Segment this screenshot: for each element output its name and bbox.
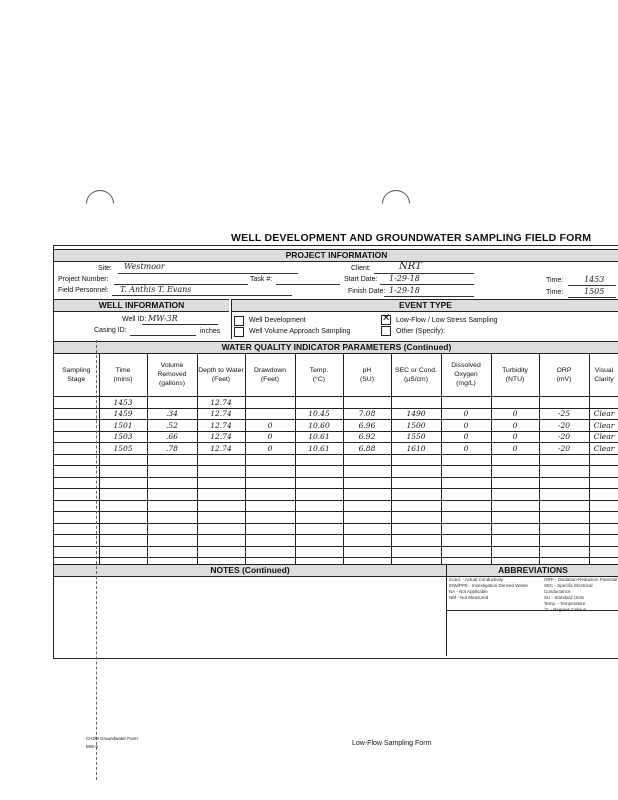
table-cell[interactable] [147,489,197,501]
column-name: Visual [594,366,614,374]
column-name: Time [115,366,131,374]
table-cell[interactable]: 0 [441,443,491,455]
table-cell[interactable] [245,535,295,547]
table-cell[interactable] [197,466,245,478]
column-unit: (Feet) [211,375,231,383]
table-cell[interactable] [539,546,589,558]
table-cell[interactable] [491,500,539,512]
table-cell[interactable] [391,512,441,524]
table-cell[interactable] [539,500,589,512]
abbreviations-left [449,577,528,601]
table-cell[interactable]: 10.60 [295,420,343,432]
table-cell[interactable] [539,454,589,466]
table-cell[interactable]: 10.61 [295,431,343,443]
table-row [54,420,618,432]
table-cell[interactable] [343,477,391,489]
column-header [99,353,147,397]
column-header [343,353,391,397]
table-cell[interactable]: 12.74 [197,431,245,443]
table-cell[interactable]: 0 [245,420,295,432]
column-header [147,353,197,397]
table-cell[interactable] [589,477,618,489]
column-header [245,353,295,397]
table-cell[interactable] [391,397,441,409]
table-row [54,500,618,512]
column-header [589,353,618,397]
table-cell[interactable] [54,408,99,420]
column-name: Drawdown [253,366,287,374]
table-cell[interactable]: 1501 [99,420,147,432]
table-cell[interactable]: 0 [491,420,539,432]
finish-time-value[interactable]: 1505 [584,287,605,296]
table-cell[interactable] [54,420,99,432]
casing-id-label: Casing ID: [94,327,127,334]
column-unit: (NTU) [505,375,525,383]
project-info-header: PROJECT INFORMATION [54,249,618,262]
table-row [54,546,618,558]
start-date-label: Start Date: [344,276,378,283]
table-cell[interactable] [391,523,441,535]
table-cell[interactable] [343,512,391,524]
table-cell[interactable] [99,523,147,535]
table-cell[interactable] [491,466,539,478]
table-cell[interactable] [589,535,618,547]
abbreviation-item: SU - Standard Units [544,595,585,600]
table-cell[interactable] [197,477,245,489]
table-row [54,466,618,478]
table-cell[interactable] [245,477,295,489]
table-cell[interactable] [589,454,618,466]
table-cell[interactable]: 1490 [391,408,441,420]
table-cell[interactable] [491,512,539,524]
table-cell[interactable]: .34 [147,408,197,420]
field-personnel-line [112,295,292,296]
other-label: Other (Specify): [396,328,446,335]
form-title: WELL DEVELOPMENT AND GROUNDWATER SAMPLING FIELD FORM [231,232,592,244]
table-cell[interactable] [343,397,391,409]
table-cell[interactable] [99,477,147,489]
field-form [53,245,618,659]
table-cell[interactable]: 1610 [391,443,441,455]
table-cell[interactable] [245,397,295,409]
casing-id-unit: inches [200,328,221,335]
table-cell[interactable] [245,408,295,420]
table-cell[interactable] [54,512,99,524]
footer-left-line1: CH2M Groundwater Form [86,736,138,741]
table-cell[interactable]: 6.88 [343,443,391,455]
table-cell[interactable]: 1453 [99,397,147,409]
table-cell[interactable] [343,535,391,547]
table-cell[interactable] [197,535,245,547]
table-cell[interactable] [295,397,343,409]
table-row [54,443,618,455]
column-name: Temp. [309,366,329,374]
table-cell[interactable] [491,454,539,466]
column-unit: (°C) [312,375,326,383]
table-cell[interactable] [441,546,491,558]
table-cell[interactable] [589,397,618,409]
table-cell[interactable] [295,500,343,512]
table-row [54,477,618,489]
table-cell[interactable] [99,546,147,558]
column-unit: (gallons) [158,380,186,387]
start-time-value[interactable]: 1453 [584,275,605,284]
column-unit: (mins) [113,375,133,383]
table-cell[interactable] [245,512,295,524]
table-cell[interactable] [491,535,539,547]
abbreviation-item: ORP - Oxidation-Reduction Potential [544,577,618,582]
table-cell[interactable]: 0 [491,431,539,443]
table-cell[interactable]: 10.61 [295,443,343,455]
table-cell[interactable] [539,512,589,524]
table-cell[interactable]: 1500 [391,420,441,432]
table-cell[interactable] [391,477,441,489]
well-development-label: Well Development [249,317,306,324]
table-cell[interactable]: Clear [589,443,618,455]
table-cell[interactable] [589,512,618,524]
table-cell[interactable] [343,546,391,558]
column-name: ORP [556,366,572,374]
water-quality-header: WATER QUALITY INDICATOR PARAMETERS (Continued) [54,341,618,354]
notes-header: NOTES (Continued) [54,564,446,577]
column-name: Volume Removed [157,362,187,378]
table-cell[interactable] [295,454,343,466]
footer-title: Low-Flow Sampling Form [352,740,432,747]
table-cell[interactable] [539,397,589,409]
table-cell[interactable] [343,489,391,501]
table-cell[interactable]: .52 [147,420,197,432]
punch-hole-right [382,190,410,217]
table-cell[interactable] [197,489,245,501]
table-row [54,397,618,409]
table-cell[interactable]: 6.92 [343,431,391,443]
table-cell[interactable] [589,466,618,478]
table-cell[interactable]: 0 [245,443,295,455]
table-cell[interactable] [295,535,343,547]
table-cell[interactable] [54,535,99,547]
checkmark-icon: ✕ [382,313,391,324]
table-cell[interactable] [147,454,197,466]
table-cell[interactable]: Clear [589,431,618,443]
table-cell[interactable]: 12.74 [197,420,245,432]
site-value[interactable]: Westmoor [124,262,165,271]
table-cell[interactable]: -20 [539,443,589,455]
table-row [54,408,618,420]
table-cell[interactable]: .78 [147,443,197,455]
table-cell[interactable] [295,512,343,524]
table-cell[interactable] [54,431,99,443]
table-cell[interactable] [54,443,99,455]
table-cell[interactable] [99,535,147,547]
site-label: Site: [98,265,113,272]
low-flow-label: Low-Flow / Low Stress Sampling [396,317,498,324]
table-cell[interactable]: 12.74 [197,397,245,409]
table-cell[interactable] [54,397,99,409]
table-cell[interactable] [441,397,491,409]
footer-left-line2: MW-3 [86,744,98,749]
table-cell[interactable] [441,477,491,489]
table-cell[interactable] [441,523,491,535]
table-cell[interactable] [343,454,391,466]
table-cell[interactable] [391,466,441,478]
column-header [441,353,491,397]
table-cell[interactable] [589,546,618,558]
water-quality-table [54,353,618,570]
table-row [54,523,618,535]
table-cell[interactable] [147,512,197,524]
finish-date-line [384,296,474,297]
table-cell[interactable] [539,477,589,489]
table-row [54,489,618,501]
abbreviation-item: NA - Not Applicable [449,589,488,594]
table-cell[interactable] [491,546,539,558]
table-cell[interactable] [391,535,441,547]
well-id-value[interactable]: MW-3R [148,314,178,323]
table-cell[interactable] [99,489,147,501]
table-cell[interactable] [391,454,441,466]
table-cell[interactable] [99,466,147,478]
finish-time-label: Time: [546,289,564,296]
column-unit: (Feet) [260,375,280,383]
table-cell[interactable] [54,454,99,466]
table-cell[interactable] [54,523,99,535]
table-cell[interactable]: Clear [589,420,618,432]
well-id-label: Well ID: [122,316,147,323]
table-cell[interactable] [589,523,618,535]
finish-date-label: Finish Date: [348,288,386,295]
table-cell[interactable]: 1503 [99,431,147,443]
other-checkbox[interactable] [381,326,391,336]
abbreviation-item: IDW/PPE - Investigation Derived Waste [449,583,528,588]
column-name: Turbidity [502,366,528,374]
casing-id-line [130,335,196,336]
site-line [118,273,298,274]
table-cell[interactable]: 6.96 [343,420,391,432]
table-cell[interactable] [54,466,99,478]
start-date-line [380,284,474,285]
table-cell[interactable]: 1550 [391,431,441,443]
table-cell[interactable] [343,500,391,512]
table-header-row [54,353,618,397]
table-cell[interactable] [441,466,491,478]
table-cell[interactable]: 0 [441,431,491,443]
table-cell[interactable] [147,546,197,558]
punch-hole-left [86,190,114,217]
table-cell[interactable] [245,489,295,501]
well-development-checkbox[interactable] [234,316,244,326]
column-header [391,353,441,397]
table-cell[interactable]: Clear [589,408,618,420]
table-cell[interactable]: 0 [245,431,295,443]
table-cell[interactable]: 1459 [99,408,147,420]
column-name: Depth to Water [198,366,244,374]
table-cell[interactable] [245,546,295,558]
abbreviation-item: SEC - Specific Electrical Conductance [544,583,593,594]
table-row [54,454,618,466]
project-number-label: Project Number: [58,276,109,283]
table-cell[interactable] [491,397,539,409]
table-cell[interactable] [99,454,147,466]
finish-date-value[interactable]: 1-29-18 [389,286,420,295]
client-value[interactable]: NRT [399,261,422,272]
column-header [539,353,589,397]
table-cell[interactable] [245,454,295,466]
table-cell[interactable] [491,477,539,489]
column-unit: (mV) [556,375,572,383]
table-cell[interactable]: 10.45 [295,408,343,420]
table-cell[interactable]: 12.74 [197,408,245,420]
table-cell[interactable] [147,500,197,512]
table-cell[interactable]: 0 [441,408,491,420]
finish-time-line [568,297,616,298]
table-cell[interactable] [539,466,589,478]
task-line [276,284,340,285]
table-cell[interactable] [197,454,245,466]
table-cell[interactable] [295,466,343,478]
table-cell[interactable]: 0 [491,443,539,455]
table-cell[interactable] [391,546,441,558]
table-cell[interactable] [197,500,245,512]
binder-margin-line [96,340,97,780]
low-flow-checkbox[interactable] [381,315,391,325]
table-cell[interactable] [589,489,618,501]
table-cell[interactable] [491,489,539,501]
column-header [491,353,539,397]
table-cell[interactable] [343,523,391,535]
column-unit: (mg/L) [456,380,476,387]
column-name: Sampling [62,366,91,374]
table-cell[interactable]: -20 [539,420,589,432]
table-cell[interactable] [147,535,197,547]
table-cell[interactable] [391,500,441,512]
column-name: pH [362,366,372,374]
abbreviations-right [544,577,618,613]
table-cell[interactable] [295,523,343,535]
column-unit: (µS/cm) [404,375,428,383]
notes-area[interactable] [54,577,445,657]
table-cell[interactable] [99,500,147,512]
table-cell[interactable] [491,523,539,535]
column-name: Dissolved Oxygen [451,362,481,378]
table-cell[interactable] [147,523,197,535]
column-header [197,353,245,397]
abbreviation-item: °C - Degrees Celsius [544,607,587,612]
table-row [54,512,618,524]
task-label: Task #: [250,276,273,283]
well-info-header: WELL INFORMATION [54,299,229,312]
table-cell[interactable] [197,523,245,535]
table-cell[interactable] [197,546,245,558]
table-cell[interactable] [197,512,245,524]
abbreviation-item: Cond. - Actual Conductivity [449,577,504,582]
column-name: SEC or Cond. [395,366,437,374]
well-event-divider [231,299,232,339]
table-cell[interactable] [147,477,197,489]
abbreviation-item: NM - Not Measured [449,595,489,600]
table-cell[interactable] [539,489,589,501]
table-cell[interactable]: 0 [491,408,539,420]
table-cell[interactable] [441,535,491,547]
table-cell[interactable] [147,397,197,409]
table-cell[interactable] [99,512,147,524]
column-header [54,353,99,397]
table-cell[interactable] [147,466,197,478]
table-cell[interactable] [539,535,589,547]
table-cell[interactable] [441,489,491,501]
table-cell[interactable] [295,477,343,489]
table-cell[interactable] [539,523,589,535]
column-unit: (SU) [360,375,374,383]
table-cell[interactable] [441,500,491,512]
well-id-line [142,324,218,325]
table-row [54,431,618,443]
table-cell[interactable] [295,489,343,501]
column-header [295,353,343,397]
well-volume-checkbox[interactable] [234,327,244,337]
client-label: Client: [351,265,371,272]
table-cell[interactable] [245,466,295,478]
abbreviations-header: ABBREVIATIONS [447,564,618,577]
abbreviation-item: Temp. - Temperature [544,601,586,606]
table-cell[interactable] [441,512,491,524]
table-cell[interactable]: 7.08 [343,408,391,420]
table-cell[interactable] [343,466,391,478]
table-cell[interactable]: 1505 [99,443,147,455]
table-cell[interactable]: -25 [539,408,589,420]
column-unit: Clarity [594,375,614,383]
table-cell[interactable] [54,500,99,512]
table-row [54,535,618,547]
column-unit: Stage [67,375,86,383]
table-cell[interactable]: 0 [441,420,491,432]
field-personnel-label: Field Personnel: [58,287,109,294]
table-cell[interactable]: .66 [147,431,197,443]
table-cell[interactable]: 12.74 [197,443,245,455]
start-date-value[interactable]: 1-29-18 [389,274,420,283]
start-time-line [568,285,616,286]
table-cell[interactable] [54,489,99,501]
table-cell[interactable] [245,500,295,512]
event-type-header: EVENT TYPE [232,299,618,312]
table-cell[interactable] [245,523,295,535]
table-cell[interactable] [54,546,99,558]
table-cell[interactable]: -20 [539,431,589,443]
abbreviations-rule [447,610,618,611]
table-cell[interactable] [54,477,99,489]
field-personnel-value[interactable]: T. Anthis T. Evans [120,285,192,294]
table-cell[interactable] [391,489,441,501]
well-volume-label: Well Volume Approach Sampling [249,328,351,335]
table-cell[interactable] [295,546,343,558]
table-cell[interactable] [589,500,618,512]
table-cell[interactable] [441,454,491,466]
start-time-label: Time: [546,277,564,284]
